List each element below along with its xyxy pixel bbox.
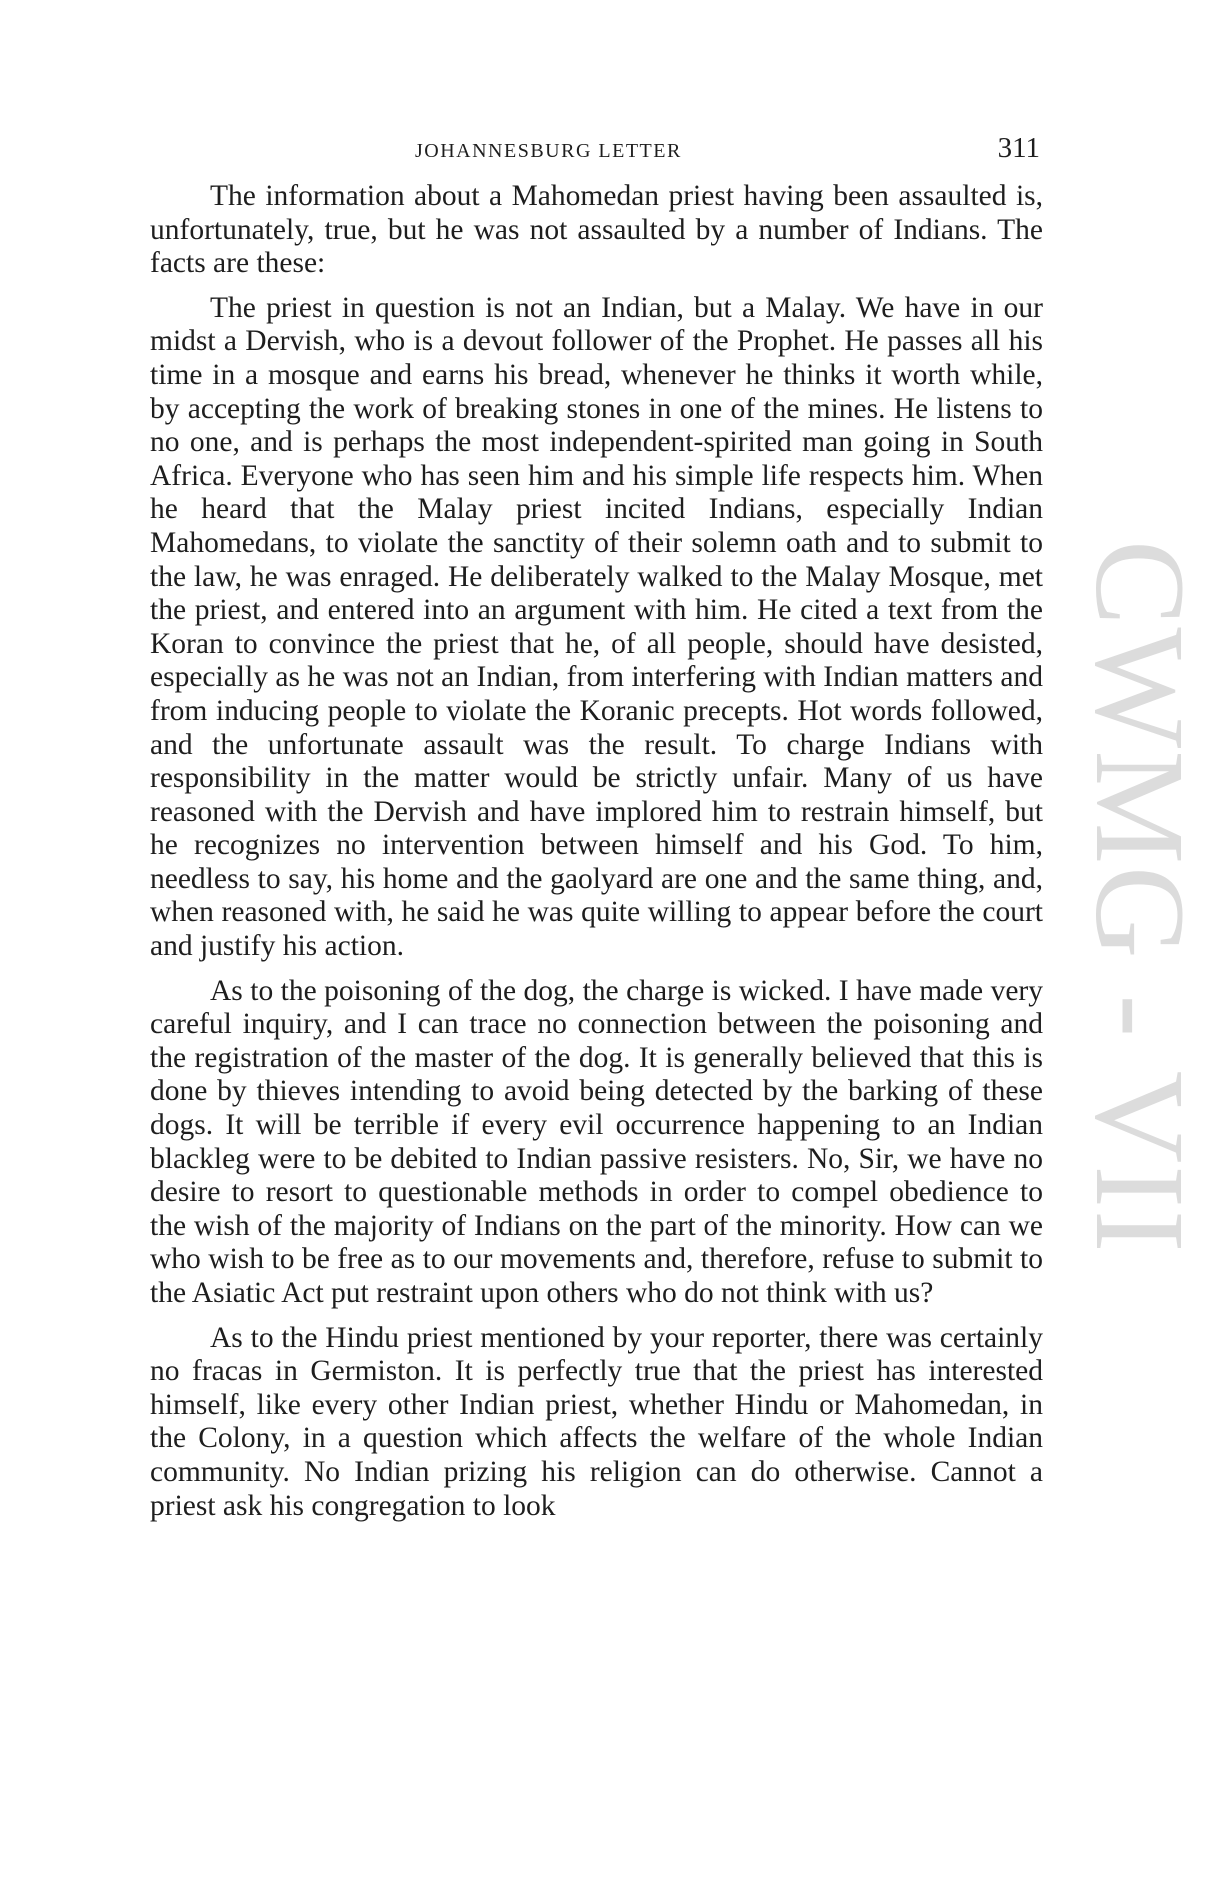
running-head: JOHANNESBURG LETTER <box>415 140 682 162</box>
page-header <box>150 132 1040 168</box>
paragraph-priest-assault: The information about a Mahomedan priest having been assaulted is, unfortunately, true, but he was not assaulted by a number of Indians. The facts are these: <box>150 180 1043 280</box>
body-text <box>150 180 1043 1534</box>
watermark <box>1060 540 1220 1420</box>
paragraph-dervish: The priest in question is not an Indian, but a Malay. We have in our midst a Dervish, who is a devout follower of the Prophet. He passes all his time in a mosque and earns his bread, whenever he thinks it worth while, by accepting the work of breaking stones in one of the mines. He listens to no one, and is perhaps the most independent-spirited man going in South Africa. Everyone who has seen him and his simple life respects him. When he heard that the Malay priest incited Indians, especially Indian Mahomedans, to violate the sanctity of their solemn oath and to submit to the law, he was enraged. He deliberately walked to the Malay Mosque, met the priest, and entered into an argument with him. He cited a text from the Koran to convince the priest that he, of all people, should have desisted, especially as he was not an Indian, from interfering with Indian matters and from inducing people to violate the Koranic precepts. Hot words followed, and the unfortunate assault was the result. To charge Indians with responsibility in the matter would be strictly unfair. Many of us have reasoned with the Dervish and have implored him to restrain himself, but he recognizes no intervention between himself and his God. To him, needless to say, his home and the gaolyard are one and the same thing, and, when reasoned with, he said he was quite willing to appear before the court and justify his action. <box>150 291 1043 963</box>
watermark-text: CWMG - VII <box>1069 540 1211 1255</box>
page-number: 311 <box>997 132 1040 164</box>
paragraph-hindu-priest: As to the Hindu priest mentioned by your reporter, there was certainly no fracas in Germiston. It is perfectly true that the priest has interested himself, like every other Indian priest, whether Hindu or Mahomedan, in the Colony, in a question which affects the welfare of the whole Indian community. No Indian prizing his religion can do otherwise. Cannot a priest ask his congregation to look <box>150 1321 1043 1522</box>
paragraph-dog-poisoning: As to the poisoning of the dog, the charge is wicked. I have made very careful inquiry, and I can trace no connection between the poisoning and the registration of the master of the dog. It is generally believed that this is done by thieves intending to avoid being detected by the barking of these dogs. It will be terrible if every evil occurrence happening to an Indian blackleg were to be debited to Indian passive resisters. No, Sir, we have no desire to resort to questionable methods in order to compel obedience to the wish of the majority of Indians on the part of the minority. How can we who wish to be free as to our movements and, therefore, refuse to submit to the Asiatic Act put restraint upon others who do not think with us? <box>150 974 1043 1309</box>
